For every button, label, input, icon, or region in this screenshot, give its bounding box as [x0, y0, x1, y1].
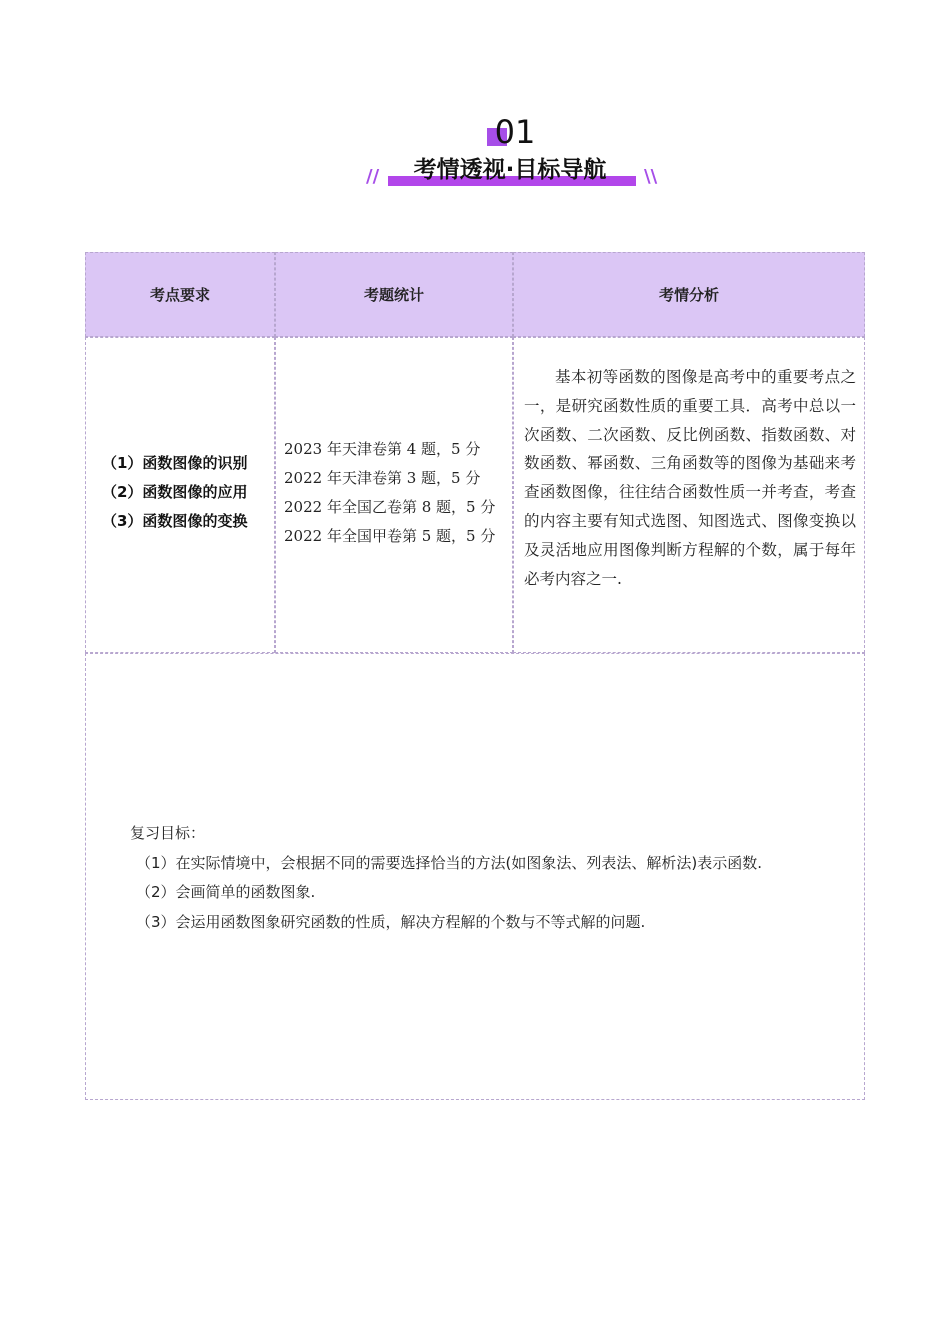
requirements-list: [102, 449, 247, 536]
requirement-item: （3）函数图像的变换: [102, 512, 248, 530]
review-goal-item: （2）会画简单的函数图象.: [136, 883, 316, 901]
review-goals: [130, 819, 762, 937]
requirements-cell: [85, 337, 275, 653]
section-title: 考情透视·目标导航: [413, 157, 607, 183]
requirement-item: （1）函数图像的识别: [102, 454, 248, 472]
statistics-cell: [275, 337, 513, 653]
decorative-slashes-right: \\: [644, 166, 658, 187]
exam-analysis-table: [85, 252, 865, 1100]
requirement-item: （2）函数图像的应用: [102, 483, 248, 501]
section-title-block: [360, 152, 660, 192]
header-analysis: 考情分析: [513, 252, 865, 337]
header-statistics: 考题统计: [275, 252, 513, 337]
analysis-cell: [513, 337, 865, 653]
statistic-item: 2022 年天津卷第 3 题，5 分: [284, 469, 481, 487]
section-number-block: [0, 112, 950, 152]
statistics-list: [284, 435, 495, 551]
review-goal-item: （3）会运用函数图象研究函数的性质，解决方程解的个数与不等式解的问题.: [136, 912, 646, 931]
header-requirements: 考点要求: [85, 252, 275, 337]
statistic-item: 2022 年全国甲卷第 5 题，5 分: [284, 527, 496, 545]
analysis-text: 基本初等函数的图像是高考中的重要考点之一，是研究函数性质的重要工具．高考中总以一次函数、二次函数、反比例函数、指数函数、对数函数、幂函数、三角函数等的图像为基础来考查函数图像，往往结合函数性质一并考查，考查的内容主要有知式选图、知图选式、图像变换以及灵活地应用图像判断方程解的个数，属于每年必考内容之一.: [524, 368, 856, 588]
statistic-item: 2023 年天津卷第 4 题，5 分: [284, 440, 481, 458]
review-goals-cell: [85, 653, 865, 1100]
statistic-item: 2022 年全国乙卷第 8 题，5 分: [284, 498, 496, 516]
review-goals-title: 复习目标：: [130, 824, 206, 842]
review-goal-item: （1）在实际情境中，会根据不同的需要选择恰当的方法(如图象法、列表法、解析法)表示函数.: [136, 853, 763, 872]
decorative-slashes-left: //: [366, 166, 380, 187]
section-number: 01: [494, 113, 536, 151]
